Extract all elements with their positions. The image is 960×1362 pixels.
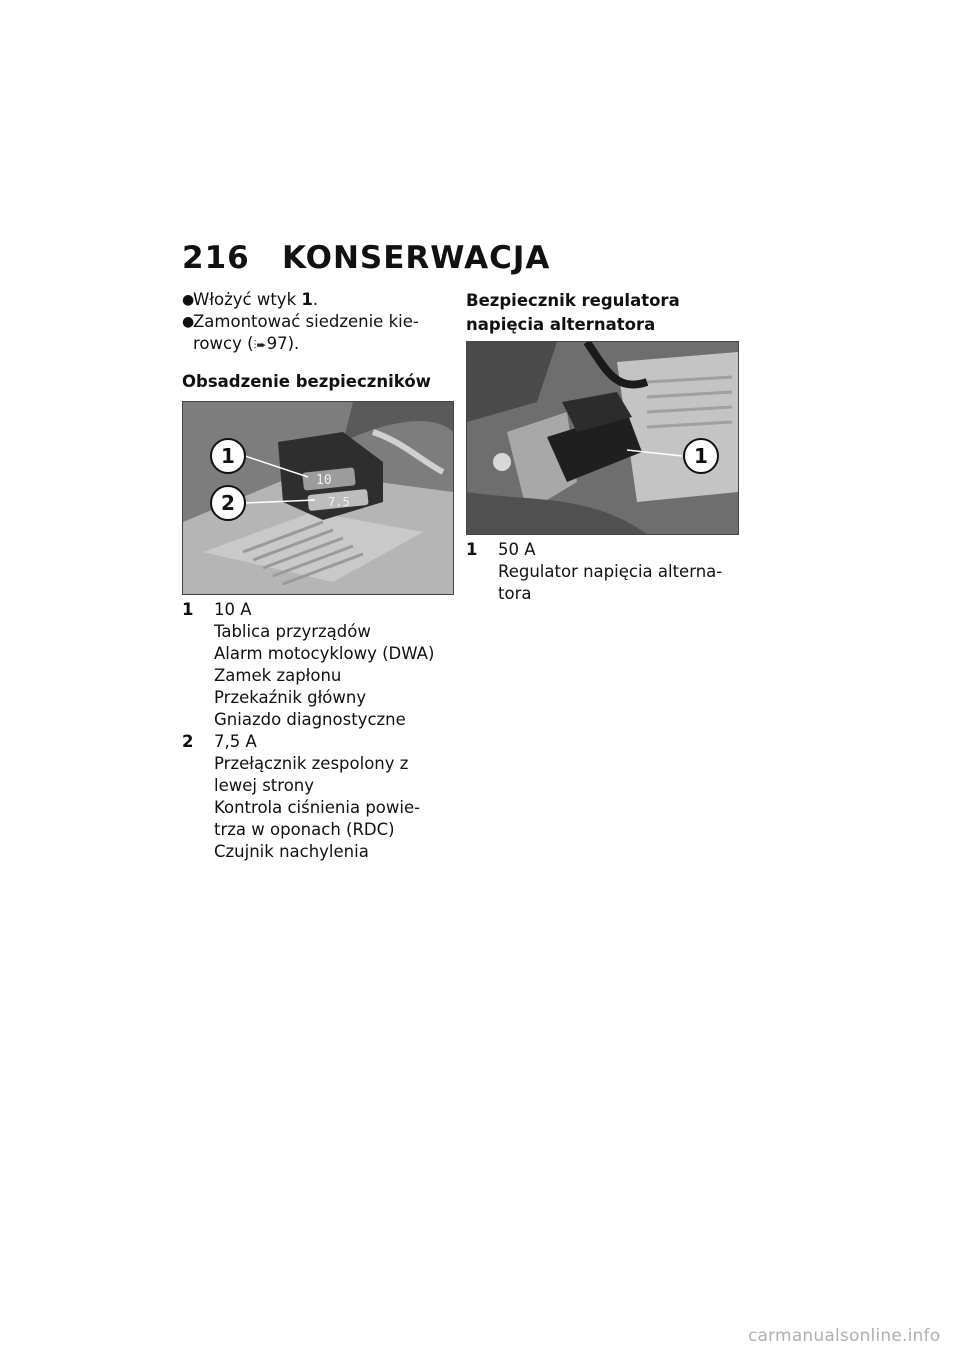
instruction-insert-plug — [182, 289, 454, 311]
section-title-fuse-assignment: Obsadzenie bezpieczników — [182, 372, 431, 391]
legend-line: Gniazdo diagnostyczne — [214, 710, 406, 729]
svg-text:1: 1 — [221, 444, 235, 468]
fuse-box-photo — [182, 401, 454, 595]
left-column — [182, 289, 454, 863]
svg-text:2: 2 — [221, 491, 235, 515]
legend-line: Regulator napięcia alterna- — [498, 562, 723, 581]
legend-line: Przekaźnik główny — [214, 688, 367, 707]
legend-item — [182, 731, 454, 863]
regulator-fuse-photo — [466, 341, 739, 535]
legend-line: Czujnik nachylenia — [214, 842, 369, 861]
legend-item — [466, 539, 741, 605]
page-reference-link[interactable]: 97 — [266, 334, 288, 353]
instruction-continuation — [182, 333, 454, 356]
watermark: carmanualsonline.info — [748, 1326, 941, 1346]
legend-line: tora — [498, 584, 532, 603]
legend-line: Zamek zapłonu — [214, 666, 342, 685]
legend-line: Przełącznik zespolony z — [214, 754, 409, 773]
legend-line: Alarm motocyklowy (DWA) — [214, 644, 435, 663]
chapter-title: KONSERWACJA — [282, 240, 551, 276]
callout-1-icon — [684, 439, 718, 473]
bullet-icon: ● — [182, 314, 195, 330]
instruction-text: Włożyć wtyk — [193, 290, 302, 309]
section-title-line: Bezpiecznik regulatora — [466, 291, 680, 310]
legend-line: lewej strony — [214, 776, 315, 795]
page-reference-arrow-icon: ⫶➨ — [253, 338, 267, 352]
fuse-legend — [182, 599, 454, 863]
legend-number: 1 — [182, 600, 194, 619]
continuation-text: rowcy ( — [193, 334, 254, 353]
bullet-icon: ● — [182, 292, 195, 308]
instruction-tail: . — [312, 290, 319, 309]
legend-line: trza w oponach (RDC) — [214, 820, 395, 839]
svg-text:1: 1 — [694, 444, 708, 468]
right-column — [466, 289, 741, 605]
continuation-tail: ). — [287, 334, 300, 353]
fuse-label-7-5: 7.5 — [328, 495, 350, 509]
callout-1-icon — [211, 439, 245, 473]
legend-line: 50 A — [498, 540, 536, 559]
legend-line: 7,5 A — [214, 732, 257, 751]
callout-2-icon — [211, 486, 245, 520]
instruction-text: Zamontować siedzenie kie- — [193, 312, 419, 331]
legend-line: Tablica przyrządów — [214, 622, 371, 641]
page-number: 216 — [182, 240, 250, 276]
legend-line: Kontrola ciśnienia powie- — [214, 798, 421, 817]
regulator-legend — [466, 539, 741, 605]
legend-number: 2 — [182, 732, 194, 751]
legend-number: 1 — [466, 540, 478, 559]
legend-item — [182, 599, 454, 731]
reference-number: 1 — [301, 290, 313, 309]
section-title-line: napięcia alternatora — [466, 315, 656, 334]
section-title-regulator-fuse — [466, 289, 741, 337]
page-header — [182, 240, 550, 276]
instruction-mount-seat — [182, 311, 454, 333]
legend-line: 10 A — [214, 600, 252, 619]
fuse-label-10: 10 — [316, 473, 332, 488]
